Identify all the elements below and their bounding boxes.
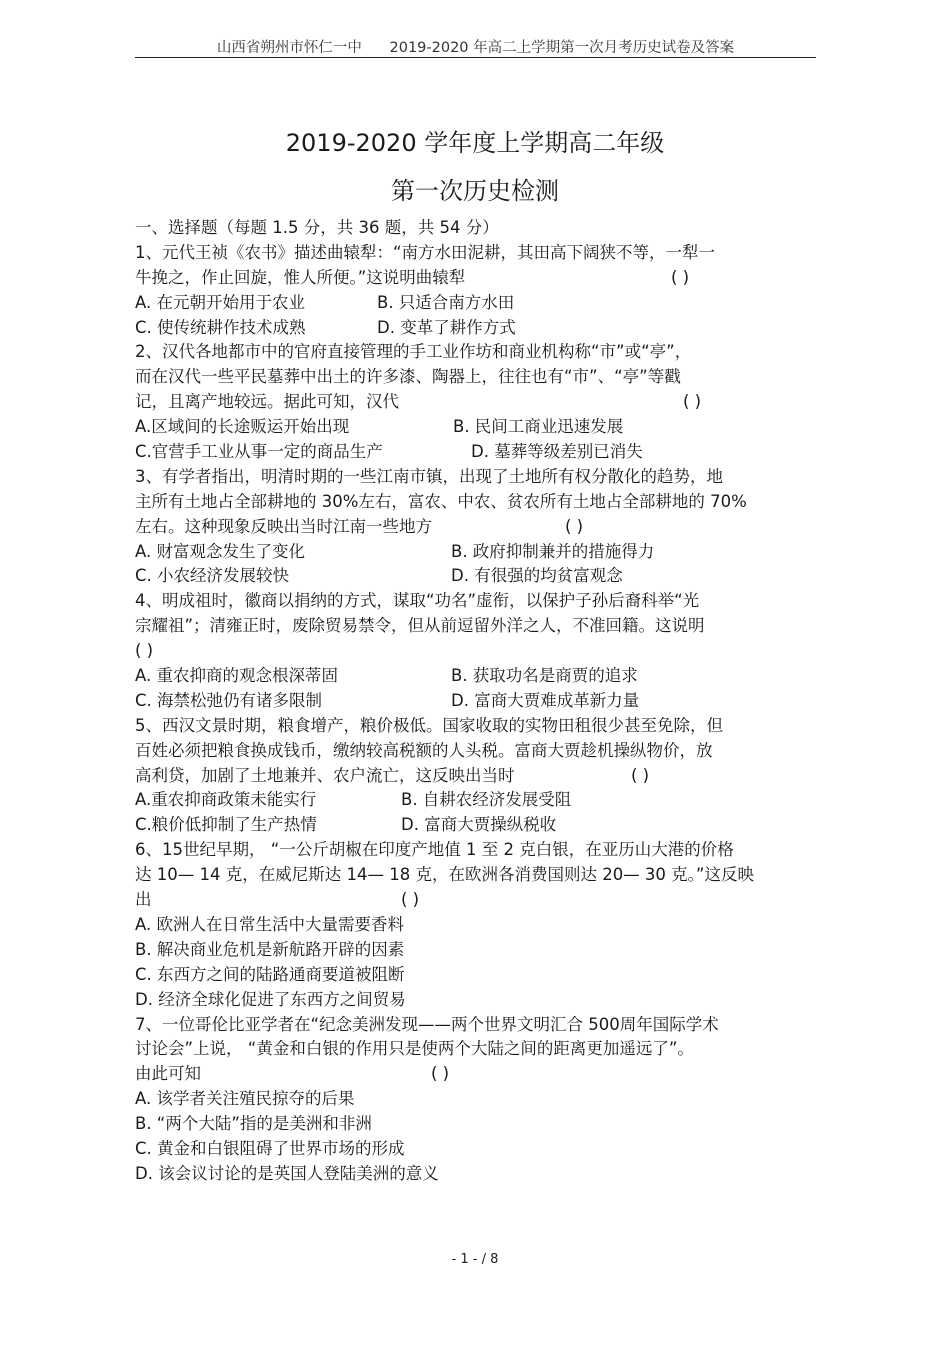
q1-answer-blank: ( ): [671, 267, 690, 287]
q4-options-cd: [135, 689, 825, 714]
q5-option-a: A.重农抑商政策未能实行: [135, 790, 317, 810]
q6-line-2: 达 10— 14 克，在威尼斯达 14— 18 克，在欧洲各消费国则达 20— 30 克。”这反映: [135, 865, 754, 885]
q3-line-1: 3、有学者指出，明清时期的一些江南市镇，出现了土地所有权分散化的趋势，地: [135, 466, 723, 486]
q2-answer-blank: ( ): [683, 392, 702, 412]
header-rule: [135, 57, 816, 58]
q1-line-1: 1、元代王祯《农书》描述曲辕犁：“南方水田泥耕，其田高下阔狭不等，一犁一: [135, 242, 716, 262]
q3-stem-end: 左右。这种现象反映出当时江南一些地方: [135, 516, 432, 536]
q2-option-d: D. 墓葬等级差别已消失: [471, 442, 643, 462]
q2-option-b: B. 民间工商业迅速发展: [453, 417, 624, 437]
q6-option-a: A. 欧洲人在日常生活中大量需要香料: [135, 914, 404, 934]
section-heading: 一、选择题（每题 1.5 分，共 36 题，共 54 分）: [135, 218, 499, 237]
q2-stem-end: 记，且离产地较远。据此可知，汉代: [135, 392, 399, 412]
q3-option-c: C. 小农经济发展较快: [135, 566, 290, 586]
q4-option-b: B. 获取功名是商贾的追求: [451, 666, 638, 686]
q6-stem-end: 出: [135, 890, 152, 910]
q7-answer-blank: ( ): [431, 1064, 450, 1084]
q3-option-d: D. 有很强的均贫富观念: [451, 566, 623, 586]
question-body: [135, 216, 825, 1187]
q3-options-ab: [135, 540, 825, 565]
q3-option-b: B. 政府抑制兼并的措施得力: [451, 541, 655, 561]
q4-line-2: 宗耀祖”；清雍正时，废除贸易禁令，但从前逗留外洋之人，不准回籍。这说明: [135, 616, 705, 636]
q7-option-c: C. 黄金和白银阻碍了世界市场的形成: [135, 1138, 405, 1158]
q6-line-1: 6、15世纪早期， “一公斤胡椒在印度产地值 1 至 2 克白银，在亚历山大港的价格: [135, 840, 734, 860]
q3-options-cd: [135, 564, 825, 589]
q2-line-3: [135, 390, 825, 415]
q7-stem-end: 由此可知: [135, 1064, 201, 1084]
q4-line-1: 4、明成祖时，徽商以捐纳的方式，谋取“功名”虚衔，以保护子孙后裔科举“光: [135, 591, 700, 611]
q5-option-c: C.粮价低抑制了生产热情: [135, 815, 317, 835]
q7-option-b: B. “两个大陆”指的是美洲和非洲: [135, 1114, 372, 1134]
q1-options-cd: [135, 316, 825, 341]
q7-line-3: [135, 1062, 825, 1087]
q4-option-a: A. 重农抑商的观念根深蒂固: [135, 666, 338, 686]
q3-answer-blank: ( ): [565, 516, 584, 536]
q2-line-2: 而在汉代一些平民墓葬中出土的许多漆、陶器上，往往也有“市”、“亭”等戳: [135, 367, 681, 387]
q7-line-1: 7、一位哥伦比亚学者在“纪念美洲发现——两个世界文明汇合 500周年国际学术: [135, 1014, 719, 1034]
q1-line-2: [135, 266, 825, 291]
q3-line-3: [135, 515, 825, 540]
q1-options-ab: [135, 291, 825, 316]
q7-option-d: D. 该会议讨论的是英国人登陆美洲的意义: [135, 1163, 439, 1183]
q1-option-c: C. 使传统耕作技术成熟: [135, 317, 306, 337]
q6-option-d: D. 经济全球化促进了东西方之间贸易: [135, 989, 406, 1009]
q4-answer-blank: ( ): [135, 641, 154, 661]
q2-options-cd: [135, 440, 825, 465]
q1-option-a: A. 在元朝开始用于农业: [135, 292, 305, 312]
q7-option-a: A. 该学者关注殖民掠夺的后果: [135, 1089, 355, 1109]
exam-title: 2019-2020 学年度上学期高二年级: [285, 129, 665, 157]
q2-option-c: C.官营手工业从事一定的商品生产: [135, 442, 383, 462]
header-document-title: 2019-2020 年高二上学期第一次月考历史试卷及答案: [389, 40, 735, 56]
q6-option-b: B. 解决商业危机是新航路开辟的因素: [135, 939, 405, 959]
q2-line-1: 2、汉代各地都市中的官府直接管理的手工业作坊和商业机构称“市”或“亭”，: [135, 342, 692, 362]
q6-option-c: C. 东西方之间的陆路通商要道被阻断: [135, 964, 405, 984]
page-number: - 1 - / 8: [451, 1252, 499, 1267]
q5-options-ab: [135, 788, 825, 813]
q5-line-1: 5、西汉文景时期，粮食增产，粮价极低。国家收取的实物田租很少甚至免除，但: [135, 715, 723, 735]
q5-option-d: D. 富商大贾操纵税收: [401, 815, 557, 835]
q4-option-c: C. 海禁松弛仍有诸多限制: [135, 690, 323, 710]
q7-line-2: 讨论会”上说， “黄金和白银的作用只是使两个大陆之间的距离更加遥远了”。: [135, 1039, 694, 1059]
q6-line-3: [135, 888, 825, 913]
q3-line-2: 主所有土地占全部耕地的 30%左右，富农、中农、贫农所有土地占全部耕地的 70%: [135, 491, 747, 511]
q5-options-cd: [135, 813, 825, 838]
q6-answer-blank: ( ): [401, 890, 420, 910]
q1-option-d: D. 变革了耕作方式: [377, 317, 516, 337]
q4-option-d: D. 富商大贾难成革新力量: [451, 690, 640, 710]
q2-options-ab: [135, 415, 825, 440]
q5-stem-end: 高利贷，加剧了土地兼并、农户流亡，这反映出当时: [135, 765, 515, 785]
q2-option-a: A.区域间的长途贩运开始出现: [135, 417, 350, 437]
header-school: 山西省朔州市怀仁一中: [216, 40, 362, 56]
q5-line-3: [135, 764, 825, 789]
exam-subtitle: 第一次历史检测: [391, 177, 559, 205]
q4-options-ab: [135, 664, 825, 689]
running-header: [135, 36, 816, 56]
q5-option-b: B. 自耕农经济发展受阻: [401, 790, 572, 810]
q1-option-b: B. 只适合南方水田: [377, 292, 515, 312]
q5-answer-blank: ( ): [631, 765, 650, 785]
q3-option-a: A. 财富观念发生了变化: [135, 541, 305, 561]
q5-line-2: 百姓必须把粮食换成钱币，缴纳较高税额的人头税。富商大贾趁机操纵物价，放: [135, 740, 713, 760]
q1-stem-end: 牛挽之，作止回旋，惟人所便。”这说明曲辕犁: [135, 267, 466, 287]
